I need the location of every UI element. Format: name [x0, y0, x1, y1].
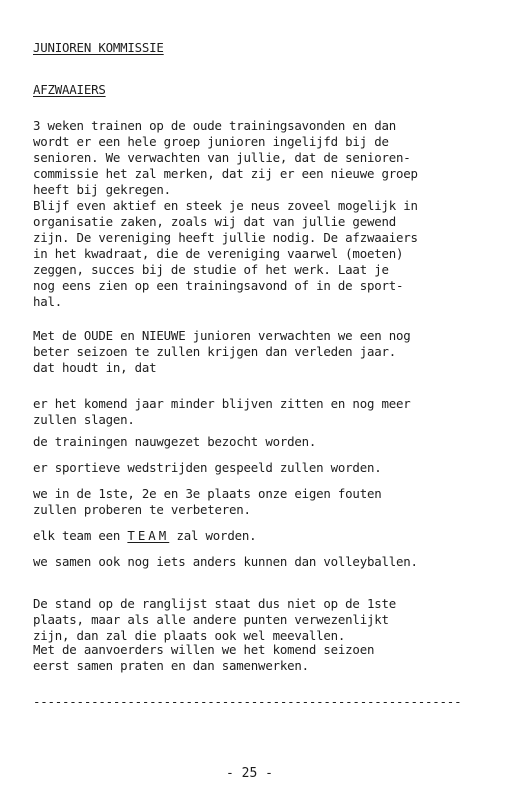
list-item	[33, 528, 256, 544]
paragraph-2-line: beter seizoen te zullen krijgen dan verleden jaar.	[33, 344, 396, 359]
paragraph-3-line: eerst samen praten en dan samenwerken.	[33, 658, 309, 673]
list-item-text: elk team een	[33, 528, 128, 543]
list-item-line: er het komend jaar minder blijven zitten en nog meer	[33, 396, 411, 411]
paragraph-1-line: zijn. De vereniging heeft jullie nodig. De afzwaaiers	[33, 230, 418, 245]
paragraph-3-line: Met de aanvoerders willen we het komend seizoen	[33, 642, 375, 657]
list-item: er sportieve wedstrijden gespeeld zullen worden.	[33, 460, 382, 475]
paragraph-3-line: De stand op de ranglijst staat dus niet op de 1ste	[33, 596, 396, 611]
paragraph-3-line: zijn, dan zal die plaats ook wel meevallen.	[33, 628, 346, 643]
section-heading: AFZWAAIERS	[33, 82, 106, 97]
paragraph-1-line: in het kwadraat, die de vereniging vaarwel (moeten)	[33, 246, 404, 261]
list-item-line: zullen proberen te verbeteren.	[33, 502, 251, 517]
paragraph-3-line: plaats, maar als alle andere punten verwezenlijkt	[33, 612, 389, 627]
dashed-divider: -----------------------------------------------------------	[33, 694, 462, 709]
page-title: JUNIOREN KOMMISSIE	[33, 40, 164, 55]
paragraph-2-line: Met de OUDE en NIEUWE junioren verwachten we een nog	[33, 328, 411, 343]
list-item-line: zullen slagen.	[33, 412, 135, 427]
paragraph-1-line: Blijf even aktief en steek je neus zoveel mogelijk in	[33, 198, 418, 213]
paragraph-1-line: senioren. We verwachten van jullie, dat de senioren-	[33, 150, 411, 165]
paragraph-1-line: wordt er een hele groep junioren ingelijfd bij de	[33, 134, 389, 149]
paragraph-1-line: hal.	[33, 294, 63, 309]
paragraph-1-line: organisatie zaken, zoals wij dat van jullie gewend	[33, 214, 396, 229]
paragraph-1-line: heeft bij gekregen.	[33, 182, 171, 197]
paragraph-1-line: zeggen, succes bij de studie of het werk. Laat je	[33, 262, 389, 277]
list-item-text: zal worden.	[169, 528, 257, 543]
list-item: de trainingen nauwgezet bezocht worden.	[33, 434, 317, 449]
paragraph-1-line: nog eens zien op een trainingsavond of in de sport-	[33, 278, 404, 293]
paragraph-1-line: 3 weken trainen op de oude trainingsavonden en dan	[33, 118, 396, 133]
paragraph-2-line: dat houdt in, dat	[33, 360, 157, 375]
list-item-line: we in de 1ste, 2e en 3e plaats onze eigen fouten	[33, 486, 382, 501]
paragraph-1-line: commissie het zal merken, dat zij er een nieuwe groep	[33, 166, 418, 181]
team-emphasis: TEAM	[127, 528, 170, 543]
list-item: we samen ook nog iets anders kunnen dan volleyballen.	[33, 554, 418, 569]
page-number: - 25 -	[226, 766, 273, 781]
